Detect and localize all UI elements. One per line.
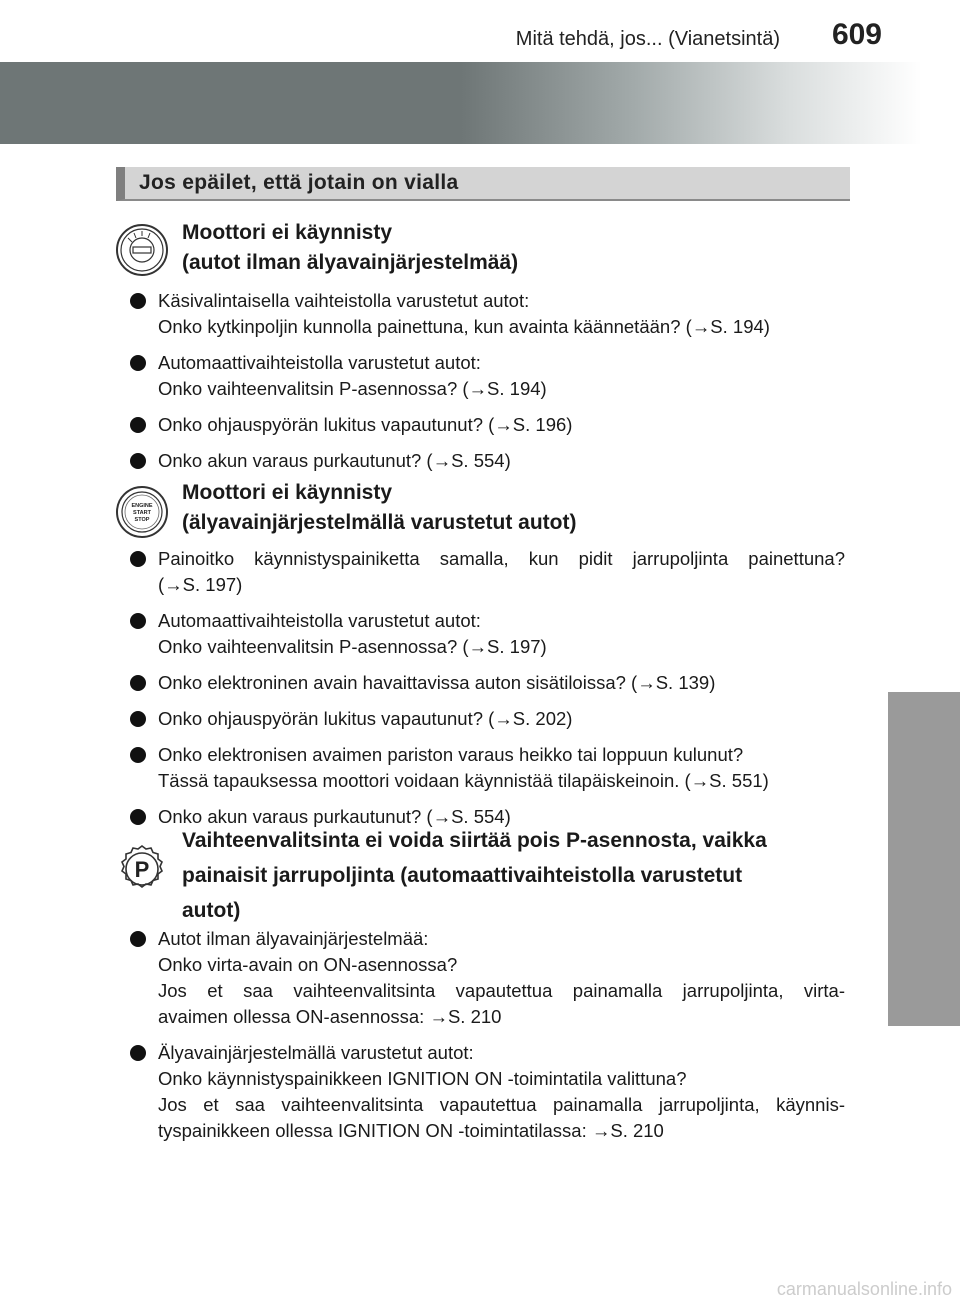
list-item-line: Onko vaihteenvalitsin P-asennossa? (→S. 197) (158, 636, 547, 657)
list-item-line: Älyavainjärjestelmällä varustetut autot: (158, 1042, 474, 1063)
list-item-line: Jos et saa vaihteenvalitsinta vapautettua painamalla jarrupoljinta, virta- (158, 980, 845, 1001)
block-title-line: Vaihteenvalitsinta ei voida siirtää pois P-asennosta, vaikka (182, 829, 767, 852)
list-item-line: Painoitko käynnistyspainiketta samalla, kun pidit jarrupoljinta painettuna? (158, 548, 845, 569)
list-item-line: Automaattivaihteistolla varustetut autot: (158, 610, 481, 631)
block-title-line: Moottori ei käynnisty (182, 221, 393, 244)
block-title-line: painaisit jarrupoljinta (automaattivaihteistolla varustetut (182, 864, 743, 887)
icon-label: STOP (134, 517, 150, 523)
header-band (0, 62, 960, 144)
section-title: Jos epäilet, että jotain on vialla (139, 171, 459, 194)
list-item-line: tyspainikkeen ollessa IGNITION ON -toimintatilassa: →S. 210 (158, 1120, 664, 1141)
bullet-list (130, 288, 845, 484)
icon-label: P (134, 857, 150, 882)
list-item-line: Onko vaihteenvalitsin P-asennossa? (→S. 194) (158, 378, 547, 399)
bullet-list (130, 546, 845, 840)
page-header (0, 0, 960, 60)
block-title-line: (älyavainjärjestelmällä varustetut autot) (182, 511, 577, 534)
list-item-line: avaimen ollessa ON-asennossa: →S. 210 (158, 1006, 502, 1027)
list-item-line: (→S. 197) (158, 574, 243, 595)
chapter-side-tab (888, 692, 960, 1026)
ignition-key-icon (116, 224, 168, 276)
icon-label: ENGINE (131, 503, 153, 509)
list-item-line: Onko akun varaus purkautunut? (→S. 554) (158, 450, 511, 471)
list-item-line: Onko ohjauspyörän lukitus vapautunut? (→S. 196) (158, 414, 573, 435)
list-item (130, 926, 845, 1030)
list-item-line: Jos et saa vaihteenvalitsinta vapautettua painamalla jarrupoljinta, käynnis- (158, 1094, 845, 1115)
list-item-line: Onko kytkinpoljin kunnolla painettuna, kun avainta käännetään? (→S. 194) (158, 316, 770, 337)
list-item (130, 608, 845, 660)
block-title-line: autot) (182, 899, 241, 922)
list-item-line: Autot ilman älyavainjärjestelmää: (158, 928, 429, 949)
list-item (130, 546, 845, 598)
list-item-line: Automaattivaihteistolla varustetut autot: (158, 352, 481, 373)
block-title-line: (autot ilman älyavainjärjestelmää) (182, 251, 519, 274)
block-title (182, 478, 576, 538)
chapter-title: Mitä tehdä, jos... (Vianetsintä) (515, 28, 780, 50)
block-title-line: Moottori ei käynnisty (182, 481, 393, 504)
list-item-line: Onko virta-avain on ON-asennossa? (158, 954, 458, 975)
watermark: carmanualsonline.info (776, 1279, 952, 1299)
list-item-line: Käsivalintaisella vaihteistolla varustetut autot: (158, 290, 530, 311)
bullet-list (130, 926, 845, 1154)
list-item-line: Onko ohjauspyörän lukitus vapautunut? (→S. 202) (158, 708, 573, 729)
list-item (130, 350, 845, 402)
list-item-line: Onko akun varaus purkautunut? (→S. 554) (158, 806, 511, 827)
list-item (130, 706, 845, 732)
list-item-line: Onko elektroninen avain havaittavissa auton sisätiloissa? (→S. 139) (158, 672, 716, 693)
block-title (182, 218, 518, 278)
section-heading-bar (116, 167, 850, 201)
engine-start-stop-icon (116, 486, 168, 538)
list-item (130, 670, 845, 696)
list-item-line: Onko käynnistyspainikkeen IGNITION ON -toimintatila valittuna? (158, 1068, 687, 1089)
list-item (130, 742, 845, 794)
icon-label: START (133, 510, 151, 516)
list-item-line: Tässä tapauksessa moottori voidaan käynnistää tilapäiskeinoin. (→S. 551) (158, 770, 769, 791)
list-item-line: Onko elektronisen avaimen pariston varaus heikko tai loppuun kulunut? (158, 744, 744, 765)
list-item (130, 1040, 845, 1144)
list-item (130, 448, 845, 474)
list-item (130, 288, 845, 340)
list-item (130, 412, 845, 438)
page-number: 609 (831, 18, 882, 51)
park-p-icon (116, 843, 168, 895)
